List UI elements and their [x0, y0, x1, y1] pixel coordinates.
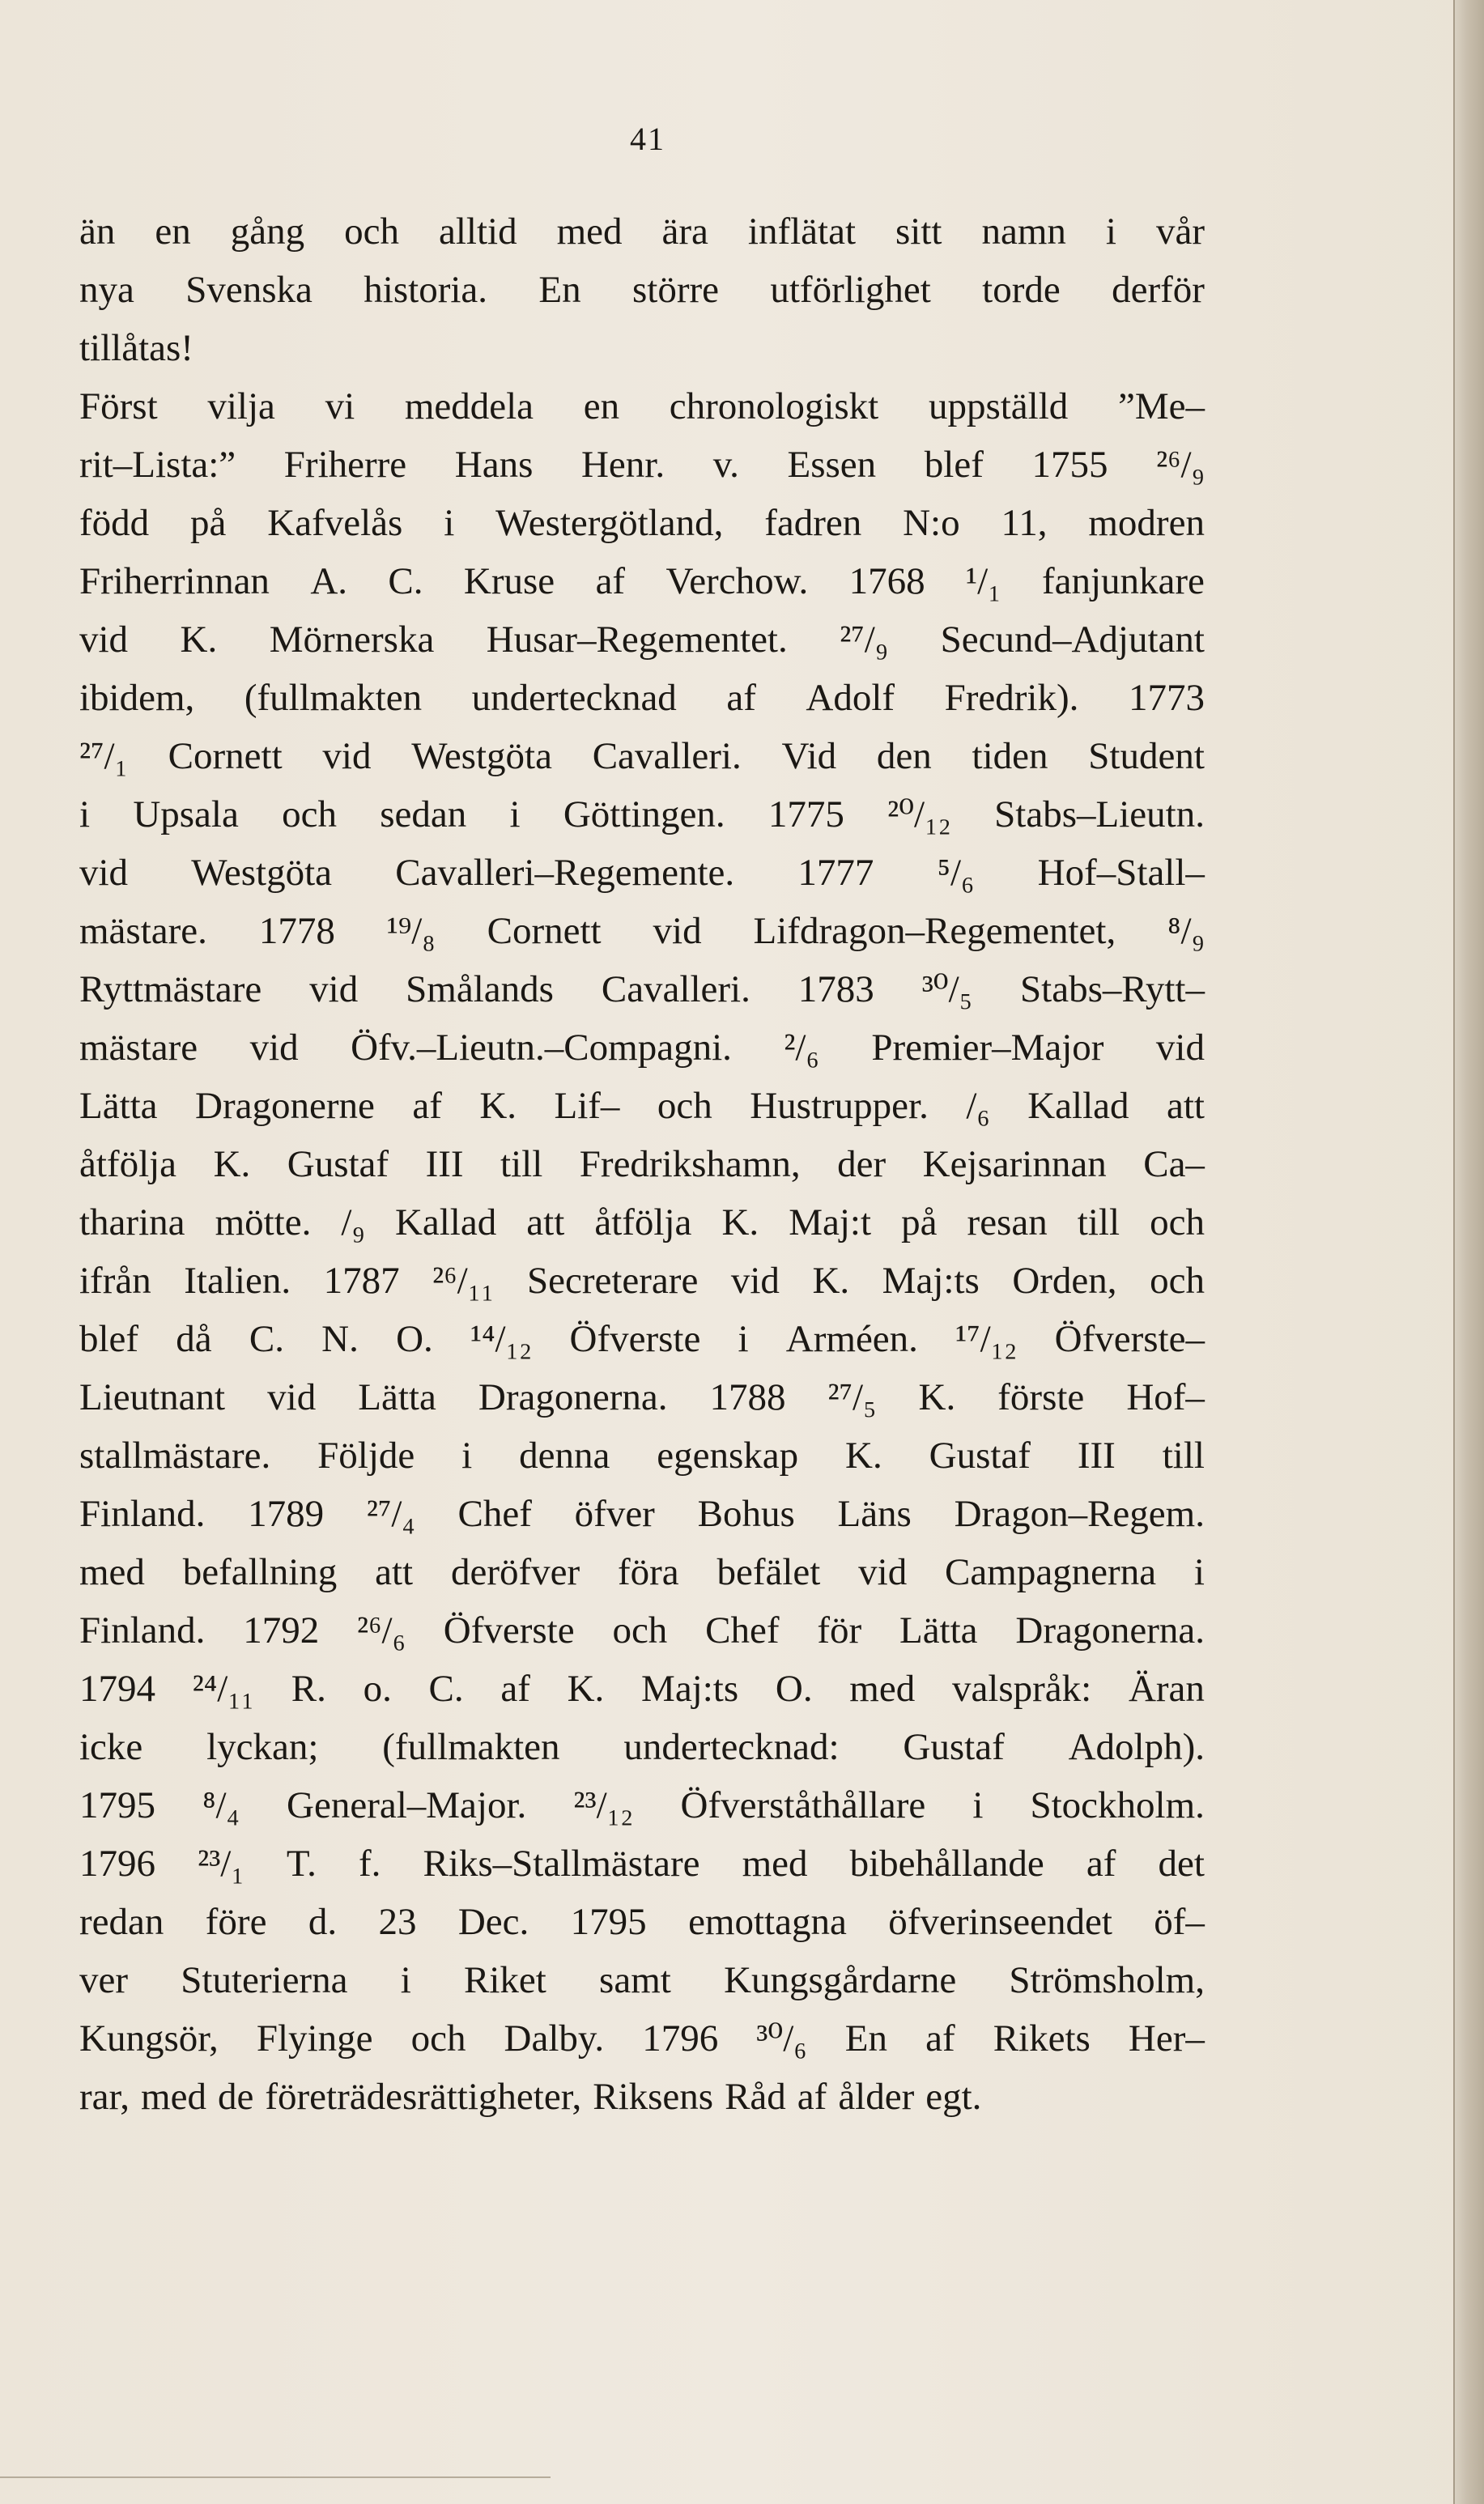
- page-number: 41: [630, 121, 665, 157]
- text-line: åtfölja K. Gustaf III till Fredrikshamn, der Kejsarinnan Ca–: [79, 1143, 1205, 1185]
- text-line: i Upsala och sedan i Göttingen. 1775 ²⁰/₁₂ Stabs–Lieutn.: [79, 793, 1205, 835]
- bottom-rule: [0, 2476, 551, 2478]
- text-line: 1796 ²³/₁ T. f. Riks–Stallmästare med bibehållande af det: [79, 1843, 1205, 1885]
- text-line: 1795 ⁸/₄ General–Major. ²³/₁₂ Öfverståthållare i Stockholm.: [79, 1784, 1205, 1826]
- text-line: tharina mötte. /₉ Kallad att åtfölja K. Maj:t på resan till och: [79, 1201, 1205, 1243]
- text-line: mästare vid Öfv.–Lieutn.–Compagni. ²/₆ Premier–Major vid: [79, 1027, 1205, 1069]
- text-line: Kungsör, Flyinge och Dalby. 1796 ³⁰/₆ En af Rikets Her–: [79, 2017, 1205, 2060]
- text-line: Finland. 1789 ²⁷/₄ Chef öfver Bohus Läns Dragon–Regem.: [79, 1493, 1205, 1535]
- text-line: född på Kafvelås i Westergötland, fadren N:o 11, modren: [79, 502, 1205, 544]
- text-line: vid Westgöta Cavalleri–Regemente. 1777 ⁵/₆ Hof–Stall–: [79, 852, 1205, 894]
- text-line: Lätta Dragonerne af K. Lif– och Hustrupper. /₆ Kallad att: [79, 1085, 1205, 1127]
- text-line: Ryttmästare vid Smålands Cavalleri. 1783 ³⁰/₅ Stabs–Rytt–: [79, 968, 1205, 1010]
- text-line: ifrån Italien. 1787 ²⁶/₁₁ Secreterare vid K. Maj:ts Orden, och: [79, 1260, 1205, 1302]
- text-line: vid K. Mörnerska Husar–Regementet. ²⁷/₉ Secund–Adjutant: [79, 619, 1205, 661]
- text-line: rar, med de företrädesrättigheter, Riksens Råd af ålder egt.: [79, 2076, 982, 2118]
- text-line: stallmästare. Följde i denna egenskap K. Gustaf III till: [79, 1435, 1205, 1477]
- text-line: redan före d. 23 Dec. 1795 emottagna öfverinseendet öf–: [79, 1901, 1205, 1943]
- page-edge: [1453, 0, 1484, 2504]
- text-line: mästare. 1778 ¹⁹/₈ Cornett vid Lifdragon–Regementet, ⁸/₉: [79, 910, 1205, 952]
- text-line: Finland. 1792 ²⁶/₆ Öfverste och Chef för Lätta Dragonerna.: [79, 1609, 1205, 1652]
- text-line: ibidem, (fullmakten undertecknad af Adolf Fredrik). 1773: [79, 677, 1205, 719]
- text-line: Friherrinnan A. C. Kruse af Verchow. 1768 ¹/₁ fanjunkare: [79, 560, 1205, 602]
- text-line: med befallning att deröfver föra befälet vid Campagnerna i: [79, 1551, 1205, 1593]
- text-line: tillåtas!: [79, 327, 193, 369]
- text-line: ver Stuterierna i Riket samt Kungsgårdarne Strömsholm,: [79, 1959, 1205, 2001]
- text-line: nya Svenska historia. En större utförlighet torde derför: [79, 269, 1205, 311]
- text-line: 1794 ²⁴/₁₁ R. o. C. af K. Maj:ts O. med valspråk: Äran: [79, 1668, 1205, 1710]
- text-line: Lieutnant vid Lätta Dragonerna. 1788 ²⁷/₅ K. förste Hof–: [79, 1376, 1205, 1418]
- text-line: ²⁷/₁ Cornett vid Westgöta Cavalleri. Vid den tiden Student: [79, 735, 1205, 777]
- body-text: [79, 202, 1205, 2126]
- text-line: än en gång och alltid med ära inflätat sitt namn i vår: [79, 210, 1205, 253]
- text-line: icke lyckan; (fullmakten undertecknad: Gustaf Adolph).: [79, 1726, 1205, 1768]
- text-line: blef då C. N. O. ¹⁴/₁₂ Öfverste i Arméen. ¹⁷/₁₂ Öfverste–: [79, 1318, 1205, 1360]
- text-line: Först vilja vi meddela en chronologiskt uppställd ”Me–: [79, 385, 1205, 427]
- text-line: rit–Lista:” Friherre Hans Henr. v. Essen blef 1755 ²⁶/₉: [79, 444, 1205, 486]
